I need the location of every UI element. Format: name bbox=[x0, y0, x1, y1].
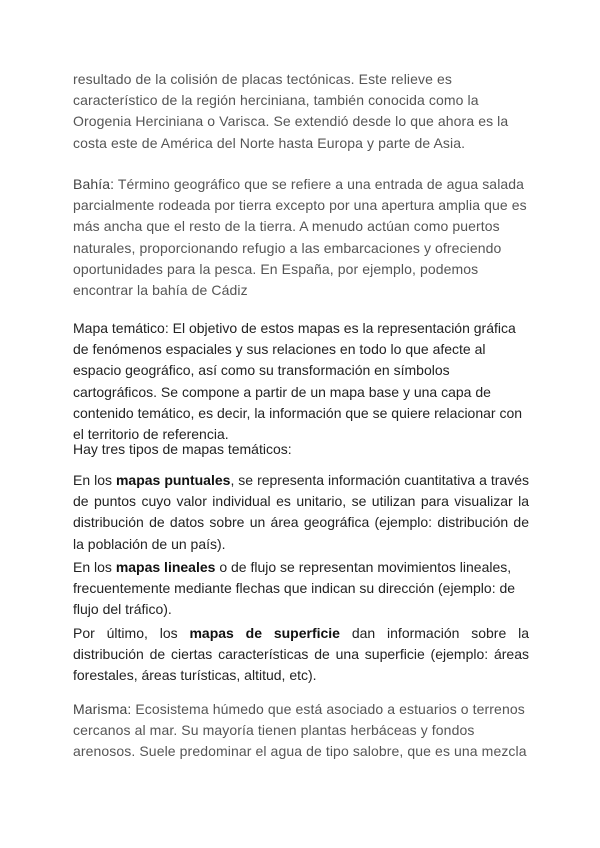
superficie-post: dan información sobre la distribución de ciertas características de una superficie (ejemplo: áreas forestales, áreas turísticas, altitud, etc). bbox=[73, 625, 529, 684]
superficie-bold: mapas de superficie bbox=[189, 625, 340, 641]
puntuales-bold: mapas puntuales bbox=[115, 472, 231, 488]
tipos-intro: Hay tres tipos de mapas temáticos: bbox=[73, 441, 292, 457]
marisma-term: Marisma: bbox=[73, 701, 132, 717]
marisma-definition bbox=[73, 699, 529, 763]
mapas-lineales-paragraph bbox=[73, 557, 529, 621]
bahia-term: Bahía: bbox=[73, 176, 115, 192]
mapas-superficie-paragraph bbox=[73, 623, 529, 687]
lineales-bold: mapas lineales bbox=[115, 559, 216, 575]
mapa-tematico-definition: Mapa temático: El objetivo de estos mapas es la representación gráfica de fenómenos espaciales y sus relaciones en todo lo que afecte al espacio geográfico, así como su transformación en símbolos cartográficos. Se compone a partir de un mapa base y una capa de contenido temático, es decir, la información que se quiere relacionar con el territorio de referencia. bbox=[73, 320, 523, 443]
continuation-paragraph: resultado de la colisión de placas tectónicas. Este relieve es característico de la región herciniana, también conocida como la Orogenia Herciniana o Varisca. Se extendió desde lo que ahora es la costa este de América del Norte hasta Europa y parte de Asia. bbox=[73, 71, 509, 151]
puntuales-post: , se representa información cuantitativa a través de puntos cuyo valor individual es unitario, se utilizan para visualizar la distribución de datos sobre un área geográfica (ejemplo: distribución de la población de un país). bbox=[73, 472, 529, 552]
mapas-puntuales-paragraph bbox=[73, 470, 529, 555]
lineales-post: o de flujo se representan movimientos lineales, frecuentemente mediante flechas que indican su dirección (ejemplo: de flujo del tráfico). bbox=[73, 559, 516, 618]
puntuales-pre: En los bbox=[73, 472, 116, 488]
bahia-definition bbox=[73, 174, 529, 301]
bahia-text: Término geográfico que se refiere a una entrada de agua salada parcialmente rodeada por tierra excepto por una apertura amplia que es más ancha que el resto de la tierra. A menudo actúan como puertos naturales, proporcionando refugio a las embarcaciones y ofreciendo oportunidades para la pesca. En España, por ejemplo, podemos encontrar la bahía de Cádiz bbox=[73, 176, 527, 299]
marisma-text: Ecosistema húmedo que está asociado a estuarios o terrenos cercanos al mar. Su mayoría tienen plantas herbáceas y fondos arenosos. Suele predominar el agua de tipo salobre, que es una mezcla bbox=[73, 701, 527, 760]
superficie-pre: Por último, los bbox=[73, 625, 190, 641]
lineales-pre: En los bbox=[73, 559, 116, 575]
